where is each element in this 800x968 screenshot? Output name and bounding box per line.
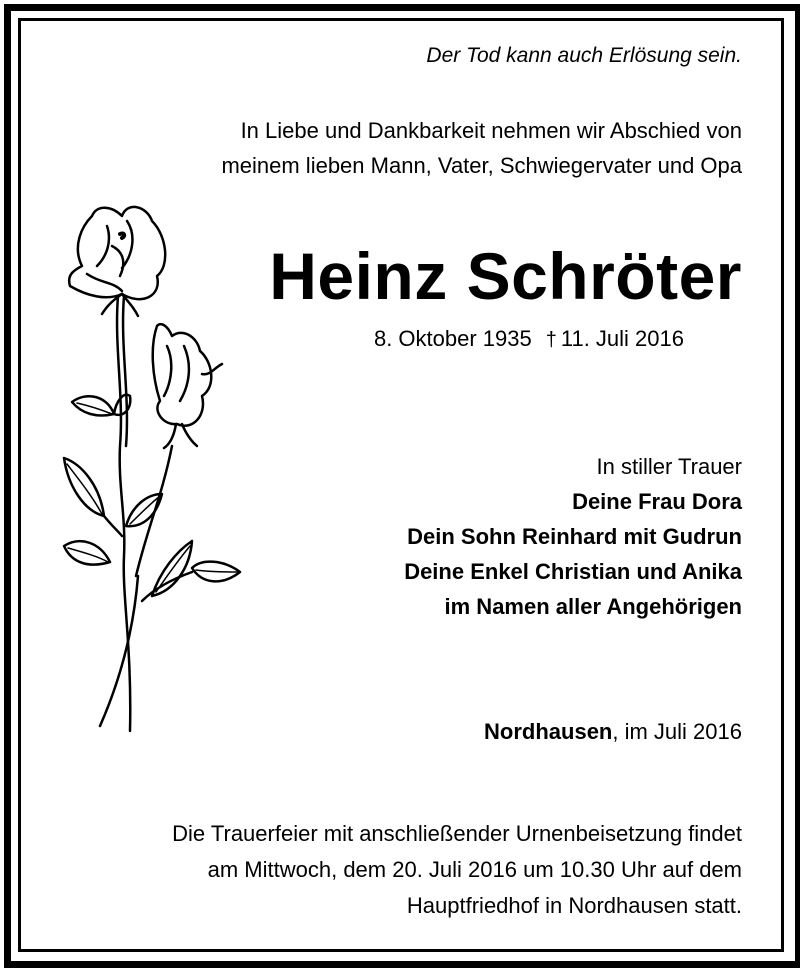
- ceremony-line: Die Trauerfeier mit anschließender Urnenbeisetzung findet: [172, 821, 742, 846]
- death-date: 11. Juli 2016: [560, 326, 684, 351]
- motto: Der Tod kann auch Erlösung sein.: [426, 44, 742, 67]
- mourner-line: im Namen aller Angehörigen: [444, 594, 742, 619]
- death-cross-icon: †: [545, 329, 557, 351]
- intro-line: meinem lieben Mann, Vater, Schwiegervater und Opa: [221, 153, 742, 178]
- birth-date: 8. Oktober 1935: [373, 326, 532, 351]
- intro-line: In Liebe und Dankbarkeit nehmen wir Abschied von: [240, 118, 742, 143]
- ceremony-line: Hauptfriedhof in Nordhausen statt.: [406, 893, 742, 918]
- date-text: , im Juli 2016: [612, 719, 742, 744]
- deceased-name: Heinz Schröter: [269, 239, 742, 313]
- mourners-block: [404, 449, 742, 624]
- place-date: [484, 719, 742, 745]
- mourner-line: Deine Frau Dora: [572, 489, 742, 514]
- place-name: Nordhausen: [484, 719, 613, 744]
- mourners-heading: In stiller Trauer: [596, 454, 742, 479]
- ceremony-notice: [172, 816, 742, 924]
- mourner-line: Deine Enkel Christian und Anika: [404, 559, 742, 584]
- life-dates: [374, 326, 684, 352]
- rose-icon: [52, 196, 252, 736]
- mourner-line: Dein Sohn Reinhard mit Gudrun: [407, 524, 742, 549]
- ceremony-line: am Mittwoch, dem 20. Juli 2016 um 10.30 Uhr auf dem: [207, 857, 742, 882]
- intro-text: [221, 113, 742, 183]
